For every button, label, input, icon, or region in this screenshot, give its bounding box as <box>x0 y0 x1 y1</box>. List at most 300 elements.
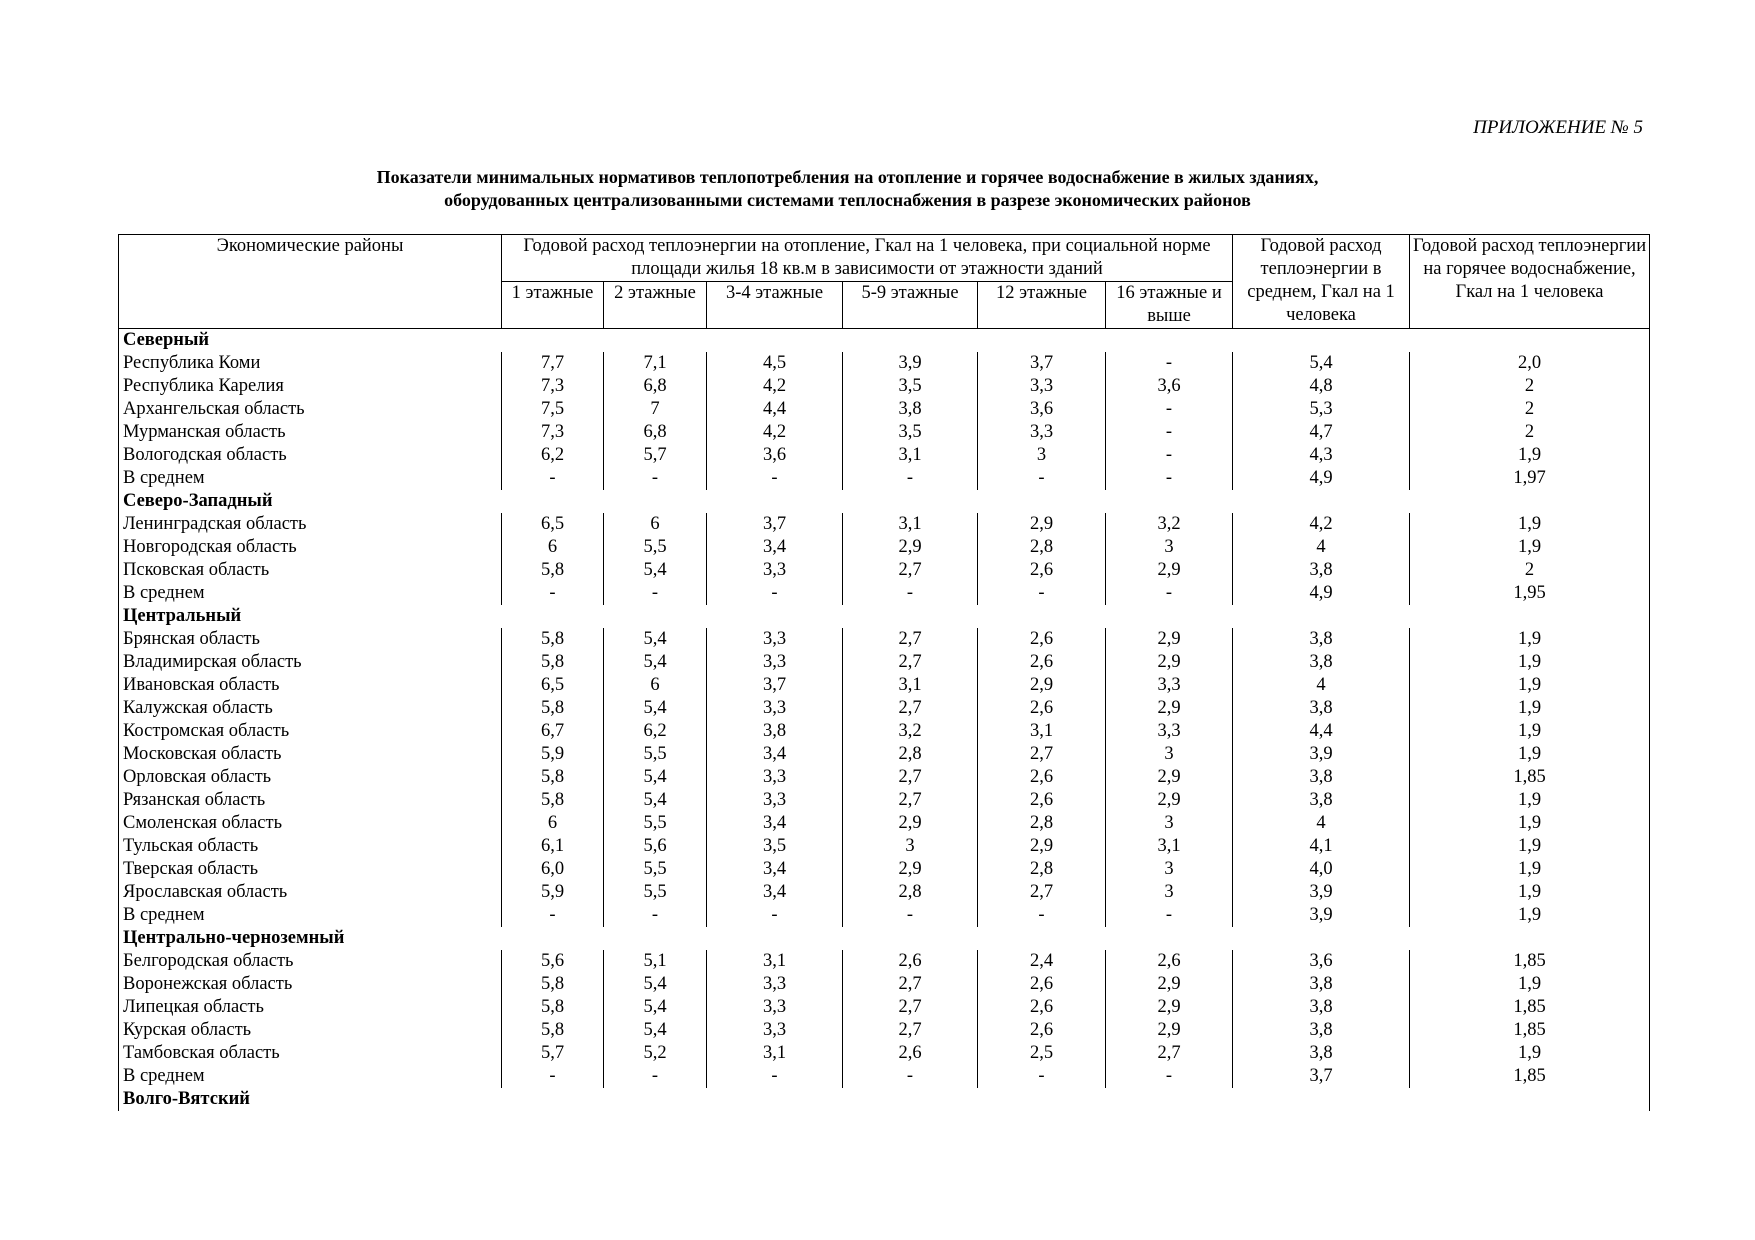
table-cell: 5,9 <box>502 743 604 766</box>
table-cell: 1,85 <box>1410 950 1650 973</box>
table-row <box>119 973 1650 996</box>
region-header-row <box>119 490 1650 513</box>
table-cell: - <box>604 1065 707 1088</box>
row-label: Тамбовская область <box>119 1042 502 1065</box>
table-cell: 3,3 <box>978 375 1106 398</box>
table-cell: 2,7 <box>843 697 978 720</box>
table-cell: 5,4 <box>604 628 707 651</box>
table-cell: 3,3 <box>707 789 843 812</box>
table-cell: 3,4 <box>707 743 843 766</box>
table-row <box>119 513 1650 536</box>
table-cell: 3,3 <box>707 697 843 720</box>
header-regions: Экономические районы <box>119 235 502 329</box>
table-cell: 3,4 <box>707 536 843 559</box>
table-cell: 3,1 <box>843 444 978 467</box>
row-label: Ленинградская область <box>119 513 502 536</box>
table-cell: 4,4 <box>707 398 843 421</box>
table-cell: - <box>707 904 843 927</box>
region-row-filler <box>502 605 1650 628</box>
table-cell: 7,1 <box>604 352 707 375</box>
table-cell: 2,9 <box>1106 559 1233 582</box>
table-cell: 1,85 <box>1410 996 1650 1019</box>
table-cell: - <box>1106 398 1233 421</box>
table-cell: 3,2 <box>1106 513 1233 536</box>
region-header-row <box>119 927 1650 950</box>
table-cell: - <box>1106 467 1233 490</box>
row-label: Псковская область <box>119 559 502 582</box>
row-label: Рязанская область <box>119 789 502 812</box>
table-header <box>119 235 1650 329</box>
table-cell: 2,7 <box>1106 1042 1233 1065</box>
table-cell: 3,7 <box>707 513 843 536</box>
table-cell: 2,6 <box>978 996 1106 1019</box>
table-cell: - <box>843 467 978 490</box>
table-cell: 1,9 <box>1410 651 1650 674</box>
table-cell: - <box>502 904 604 927</box>
table-cell: 2,0 <box>1410 352 1650 375</box>
table-cell: - <box>978 904 1106 927</box>
document-title <box>0 166 1695 212</box>
region-header-row <box>119 329 1650 353</box>
table-cell: 3,9 <box>1233 881 1410 904</box>
table-cell: - <box>502 1065 604 1088</box>
table-cell: 1,9 <box>1410 513 1650 536</box>
table-cell: 1,95 <box>1410 582 1650 605</box>
table-cell: - <box>843 1065 978 1088</box>
table-cell: 3,9 <box>1233 904 1410 927</box>
table-row <box>119 398 1650 421</box>
table-cell: 7,3 <box>502 375 604 398</box>
table-cell: - <box>1106 444 1233 467</box>
table-row <box>119 536 1650 559</box>
table-row <box>119 789 1650 812</box>
table-cell: 2,9 <box>1106 628 1233 651</box>
table-cell: 6 <box>502 536 604 559</box>
row-label: Владимирская область <box>119 651 502 674</box>
table-cell: - <box>707 467 843 490</box>
table-row <box>119 421 1650 444</box>
table-cell: 2,6 <box>978 559 1106 582</box>
table-cell: - <box>1106 582 1233 605</box>
table-cell: 2,6 <box>978 697 1106 720</box>
table-cell: 5,7 <box>604 444 707 467</box>
table-cell: 5,4 <box>604 651 707 674</box>
table-cell: 6,5 <box>502 674 604 697</box>
table-cell: 2,9 <box>978 674 1106 697</box>
row-label: Костромская область <box>119 720 502 743</box>
table-cell: 3,3 <box>1106 674 1233 697</box>
table-body <box>119 329 1650 1112</box>
table-cell: 4,4 <box>1233 720 1410 743</box>
row-label: Республика Карелия <box>119 375 502 398</box>
table-cell: - <box>707 582 843 605</box>
table-cell: - <box>978 1065 1106 1088</box>
title-line-2: оборудованных централизованными системами теплоснабжения в разрезе экономических районов <box>444 190 1251 210</box>
table-cell: 4,5 <box>707 352 843 375</box>
table-cell: 3,5 <box>843 421 978 444</box>
table-cell: 3 <box>978 444 1106 467</box>
table-cell: 3,2 <box>843 720 978 743</box>
title-line-1: Показатели минимальных нормативов теплопотребления на отопление и горячее водоснабжение в жилых зданиях, <box>376 167 1319 187</box>
table-row <box>119 720 1650 743</box>
table-cell: 5,8 <box>502 651 604 674</box>
table-cell: 3,8 <box>1233 1042 1410 1065</box>
table-cell: - <box>707 1065 843 1088</box>
table-cell: 5,8 <box>502 789 604 812</box>
table-cell: 1,9 <box>1410 812 1650 835</box>
table-cell: - <box>1106 1065 1233 1088</box>
table-cell: 3,3 <box>707 628 843 651</box>
table-cell: - <box>1106 421 1233 444</box>
table-cell: 2,9 <box>843 536 978 559</box>
region-row-filler <box>502 329 1650 353</box>
table-cell: 4,9 <box>1233 467 1410 490</box>
table-row <box>119 904 1650 927</box>
table-cell: 4,2 <box>707 421 843 444</box>
table-cell: 3,3 <box>707 996 843 1019</box>
table-cell: 3,6 <box>707 444 843 467</box>
table-cell: 2,6 <box>978 651 1106 674</box>
table-cell: 4,8 <box>1233 375 1410 398</box>
table-cell: 3,3 <box>707 973 843 996</box>
table-cell: 1,9 <box>1410 628 1650 651</box>
region-name: Центрально-черноземный <box>119 927 502 950</box>
table-row <box>119 467 1650 490</box>
table-cell: 3,6 <box>978 398 1106 421</box>
table-cell: 1,97 <box>1410 467 1650 490</box>
table-cell: 3,8 <box>1233 766 1410 789</box>
table-cell: 3,8 <box>707 720 843 743</box>
table-cell: 2,9 <box>978 513 1106 536</box>
table-cell: 3,6 <box>1106 375 1233 398</box>
table-cell: 3 <box>843 835 978 858</box>
region-header-row <box>119 1088 1650 1111</box>
table-cell: 4 <box>1233 812 1410 835</box>
table-cell: 1,9 <box>1410 1042 1650 1065</box>
table-cell: 1,85 <box>1410 1019 1650 1042</box>
table-cell: 7,3 <box>502 421 604 444</box>
table-cell: 2,9 <box>1106 1019 1233 1042</box>
table-cell: 5,4 <box>604 1019 707 1042</box>
table-cell: 6,1 <box>502 835 604 858</box>
table-cell: 3,9 <box>1233 743 1410 766</box>
table-cell: 3,8 <box>843 398 978 421</box>
row-label: Ивановская область <box>119 674 502 697</box>
table-cell: 3,8 <box>1233 789 1410 812</box>
table-row <box>119 697 1650 720</box>
table-cell: 3,1 <box>978 720 1106 743</box>
table-cell: - <box>604 467 707 490</box>
table-row <box>119 1065 1650 1088</box>
region-name: Северо-Западный <box>119 490 502 513</box>
table-cell: 6 <box>604 513 707 536</box>
region-row-filler <box>502 927 1650 950</box>
table-cell: 1,9 <box>1410 697 1650 720</box>
table-cell: 5,1 <box>604 950 707 973</box>
header-average: Годовой расход теплоэнергии в среднем, Гкал на 1 человека <box>1233 235 1410 329</box>
table-row <box>119 628 1650 651</box>
table-cell: 2,8 <box>978 536 1106 559</box>
table-cell: 4,2 <box>1233 513 1410 536</box>
table-cell: 2 <box>1410 375 1650 398</box>
table-cell: 5,7 <box>502 1042 604 1065</box>
table-cell: 2,9 <box>1106 789 1233 812</box>
table-cell: 3,4 <box>707 881 843 904</box>
table-cell: 7,5 <box>502 398 604 421</box>
table-cell: 5,6 <box>502 950 604 973</box>
table-cell: 2,7 <box>843 628 978 651</box>
table-cell: 2,7 <box>843 789 978 812</box>
table-cell: 3,8 <box>1233 1019 1410 1042</box>
table-cell: 6,2 <box>502 444 604 467</box>
table-cell: 6,8 <box>604 421 707 444</box>
table-cell: 3,8 <box>1233 973 1410 996</box>
row-label: Брянская область <box>119 628 502 651</box>
table-cell: 7,7 <box>502 352 604 375</box>
table-cell: 3,3 <box>707 1019 843 1042</box>
row-label: В среднем <box>119 1065 502 1088</box>
table-cell: 4,7 <box>1233 421 1410 444</box>
table-cell: 2,6 <box>978 1019 1106 1042</box>
table-cell: 6 <box>502 812 604 835</box>
table-cell: 5,4 <box>604 559 707 582</box>
table-cell: 2,6 <box>1106 950 1233 973</box>
appendix-label: ПРИЛОЖЕНИЕ № 5 <box>1473 117 1643 138</box>
row-label: Республика Коми <box>119 352 502 375</box>
table-cell: 2,8 <box>978 812 1106 835</box>
table-cell: 6,2 <box>604 720 707 743</box>
table-cell: 2 <box>1410 421 1650 444</box>
table-cell: 2,7 <box>978 881 1106 904</box>
table-cell: 4,2 <box>707 375 843 398</box>
table-row <box>119 582 1650 605</box>
table-cell: 2,9 <box>1106 973 1233 996</box>
table-cell: 1,9 <box>1410 743 1650 766</box>
row-label: Ярославская область <box>119 881 502 904</box>
row-label: В среднем <box>119 582 502 605</box>
table-cell: 2,9 <box>1106 697 1233 720</box>
row-label: Калужская область <box>119 697 502 720</box>
table-row <box>119 674 1650 697</box>
table-row <box>119 1019 1650 1042</box>
table-row <box>119 766 1650 789</box>
table-cell: 2 <box>1410 398 1650 421</box>
table-cell: 3 <box>1106 743 1233 766</box>
row-label: Липецкая область <box>119 996 502 1019</box>
table-cell: 5,8 <box>502 559 604 582</box>
table-cell: 5,8 <box>502 973 604 996</box>
row-label: В среднем <box>119 904 502 927</box>
table-row <box>119 651 1650 674</box>
table-cell: 5,8 <box>502 697 604 720</box>
header-floor-3-4: 3-4 этажные <box>707 282 843 329</box>
row-label: В среднем <box>119 467 502 490</box>
header-floor-16: 16 этажные и выше <box>1106 282 1233 329</box>
table-cell: 6,0 <box>502 858 604 881</box>
table-cell: 2,5 <box>978 1042 1106 1065</box>
table-cell: 3 <box>1106 812 1233 835</box>
table-cell: 5,3 <box>1233 398 1410 421</box>
row-label: Курская область <box>119 1019 502 1042</box>
table-cell: 2,8 <box>978 858 1106 881</box>
table-row <box>119 812 1650 835</box>
table-cell: 1,9 <box>1410 973 1650 996</box>
table-cell: 5,5 <box>604 536 707 559</box>
table-cell: 5,4 <box>1233 352 1410 375</box>
table-cell: - <box>978 467 1106 490</box>
row-label: Новгородская область <box>119 536 502 559</box>
table-cell: 3,4 <box>707 858 843 881</box>
table-cell: 5,4 <box>604 697 707 720</box>
table-cell: - <box>1106 904 1233 927</box>
table-cell: - <box>604 582 707 605</box>
table-cell: 2,7 <box>843 766 978 789</box>
region-name: Северный <box>119 329 502 353</box>
table-cell: 2,7 <box>978 743 1106 766</box>
table-cell: - <box>843 904 978 927</box>
table-cell: 1,9 <box>1410 674 1650 697</box>
region-row-filler <box>502 1088 1650 1111</box>
table-cell: 2,6 <box>843 1042 978 1065</box>
table-cell: 4 <box>1233 674 1410 697</box>
table-cell: 1,9 <box>1410 904 1650 927</box>
table-cell: 2,6 <box>978 766 1106 789</box>
table-cell: 1,9 <box>1410 444 1650 467</box>
header-heating: Годовой расход теплоэнергии на отопление, Гкал на 1 человека, при социальной норме площади жилья 18 кв.м в зависимости от этажности зданий <box>502 235 1233 282</box>
table-cell: 1,9 <box>1410 881 1650 904</box>
header-floor-12: 12 этажные <box>978 282 1106 329</box>
table-row <box>119 881 1650 904</box>
table-cell: 2,4 <box>978 950 1106 973</box>
table-cell: 5,5 <box>604 743 707 766</box>
table-cell: 2,9 <box>978 835 1106 858</box>
table-cell: 3,7 <box>978 352 1106 375</box>
table-row <box>119 352 1650 375</box>
table-cell: 2,7 <box>843 973 978 996</box>
table-cell: 5,5 <box>604 812 707 835</box>
table-cell: 2,7 <box>843 1019 978 1042</box>
table-cell: 3,3 <box>707 559 843 582</box>
table-cell: 6,8 <box>604 375 707 398</box>
region-name: Волго-Вятский <box>119 1088 502 1111</box>
table-cell: 2,6 <box>978 628 1106 651</box>
table-row <box>119 1042 1650 1065</box>
table-cell: 5,4 <box>604 973 707 996</box>
table-cell: 3,8 <box>1233 628 1410 651</box>
table-cell: 2,9 <box>1106 766 1233 789</box>
table-cell: 1,9 <box>1410 858 1650 881</box>
table-cell: 2,6 <box>978 789 1106 812</box>
region-name: Центральный <box>119 605 502 628</box>
table-cell: 2,6 <box>843 950 978 973</box>
table-cell: 3,8 <box>1233 651 1410 674</box>
table-cell: 2,7 <box>843 651 978 674</box>
table-cell: 2,9 <box>1106 996 1233 1019</box>
table-cell: 1,85 <box>1410 1065 1650 1088</box>
table-cell: 2,9 <box>1106 651 1233 674</box>
table-cell: 2,8 <box>843 881 978 904</box>
region-header-row <box>119 605 1650 628</box>
row-label: Вологодская область <box>119 444 502 467</box>
table-cell: 1,85 <box>1410 766 1650 789</box>
table-cell: 3,7 <box>1233 1065 1410 1088</box>
table-cell: 3,8 <box>1233 996 1410 1019</box>
table-cell: 3,1 <box>843 674 978 697</box>
table-cell: 2,7 <box>843 559 978 582</box>
table-cell: 3 <box>1106 536 1233 559</box>
table-cell: 6,5 <box>502 513 604 536</box>
table-cell: 5,8 <box>502 1019 604 1042</box>
table-row <box>119 444 1650 467</box>
row-label: Мурманская область <box>119 421 502 444</box>
table-cell: 5,8 <box>502 628 604 651</box>
table-cell: 2,7 <box>843 996 978 1019</box>
table-cell: 1,9 <box>1410 536 1650 559</box>
table-cell: 2 <box>1410 559 1650 582</box>
table-row <box>119 559 1650 582</box>
table-cell: 2,6 <box>978 973 1106 996</box>
table-cell: 6,7 <box>502 720 604 743</box>
table-cell: - <box>1106 352 1233 375</box>
table-cell: 4,1 <box>1233 835 1410 858</box>
table-cell: - <box>843 582 978 605</box>
heat-consumption-table <box>118 234 1650 1111</box>
table-cell: 7 <box>604 398 707 421</box>
table-cell: 3,1 <box>707 950 843 973</box>
table-cell: 3,4 <box>707 812 843 835</box>
table-cell: 3,5 <box>707 835 843 858</box>
header-floor-5-9: 5-9 этажные <box>843 282 978 329</box>
table-cell: 3,8 <box>1233 697 1410 720</box>
table-cell: 3,6 <box>1233 950 1410 973</box>
table-cell: 3,3 <box>978 421 1106 444</box>
header-floor-2: 2 этажные <box>604 282 707 329</box>
table-row <box>119 375 1650 398</box>
table-cell: 3,7 <box>707 674 843 697</box>
table-cell: 3 <box>1106 881 1233 904</box>
row-label: Смоленская область <box>119 812 502 835</box>
row-label: Воронежская область <box>119 973 502 996</box>
table-cell: 3,1 <box>1106 835 1233 858</box>
row-label: Тверская область <box>119 858 502 881</box>
table-row <box>119 950 1650 973</box>
table-row <box>119 835 1650 858</box>
table-cell: 5,5 <box>604 858 707 881</box>
table-cell: 4,0 <box>1233 858 1410 881</box>
table-cell: 2,8 <box>843 743 978 766</box>
table-cell: 3 <box>1106 858 1233 881</box>
table-cell: 4 <box>1233 536 1410 559</box>
header-floor-1: 1 этажные <box>502 282 604 329</box>
row-label: Орловская область <box>119 766 502 789</box>
row-label: Московская область <box>119 743 502 766</box>
header-hot-water: Годовой расход теплоэнергии на горячее водоснабжение, Гкал на 1 человека <box>1410 235 1650 329</box>
table-cell: 4,3 <box>1233 444 1410 467</box>
table-cell: 3,3 <box>1106 720 1233 743</box>
table-cell: 3,5 <box>843 375 978 398</box>
table-cell: 3,3 <box>707 651 843 674</box>
table-cell: 1,9 <box>1410 789 1650 812</box>
table-row <box>119 996 1650 1019</box>
table-cell: - <box>978 582 1106 605</box>
table-cell: 3,8 <box>1233 559 1410 582</box>
table-cell: 1,9 <box>1410 835 1650 858</box>
table-cell: 5,8 <box>502 996 604 1019</box>
table-cell: 3,9 <box>843 352 978 375</box>
table-cell: 5,8 <box>502 766 604 789</box>
table-cell: 2,9 <box>843 858 978 881</box>
table-cell: - <box>604 904 707 927</box>
